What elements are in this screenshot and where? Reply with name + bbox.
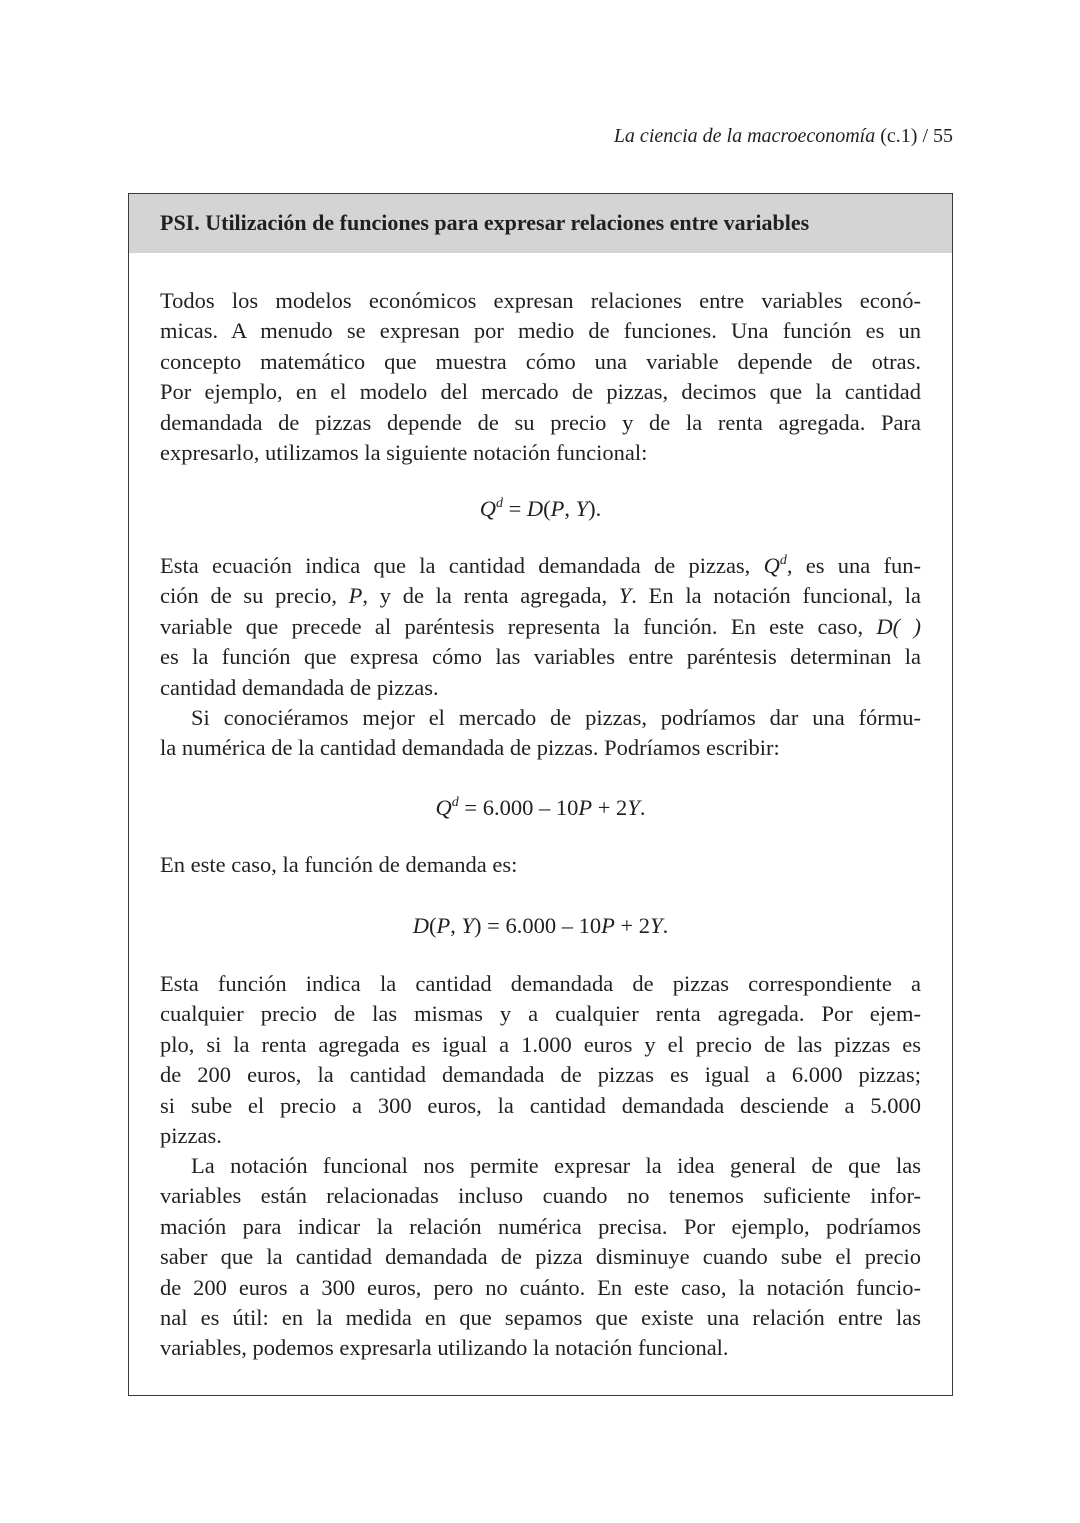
superscript: d bbox=[495, 496, 503, 511]
text-run: variables, podemos expresarla utilizando la notación funcional. bbox=[160, 1335, 729, 1361]
text-run: = 6.000 – 10 bbox=[458, 795, 579, 820]
equation bbox=[160, 795, 921, 821]
text-run: + 2 bbox=[614, 913, 651, 938]
text-run: Si conociéramos mejor el mercado de pizzas, podríamos dar una fórmu- bbox=[191, 705, 921, 730]
paragraph bbox=[160, 703, 921, 764]
text-run: ción de su precio, bbox=[160, 583, 349, 609]
text-run: ). bbox=[588, 496, 602, 521]
text-run: de 200 euros a 300 euros, pero no cuánto. En este caso, la notación funcio- bbox=[160, 1274, 921, 1300]
text-line bbox=[160, 850, 921, 880]
text-line bbox=[160, 733, 921, 763]
text-run: la numérica de la cantidad demandada de pizzas. Podríamos escribir: bbox=[160, 735, 780, 761]
text-line bbox=[160, 1151, 921, 1181]
equation bbox=[160, 496, 921, 522]
text-line bbox=[160, 316, 921, 346]
paragraph bbox=[160, 286, 921, 468]
text-line bbox=[160, 1060, 921, 1090]
superscript: d bbox=[779, 553, 787, 568]
text-run: , y de la renta agregada, bbox=[362, 583, 619, 609]
text-run: La notación funcional nos permite expresar la idea general de que las bbox=[191, 1153, 921, 1178]
text-run: mación para indicar la relación numérica precisa. Por ejemplo, podríamos bbox=[160, 1213, 921, 1239]
text-line bbox=[160, 347, 921, 377]
text-run: Y bbox=[650, 913, 663, 938]
text-line bbox=[160, 969, 921, 999]
text-run: saber que la cantidad demandada de pizza disminuye cuando sube el precio bbox=[160, 1244, 921, 1270]
text-line bbox=[160, 1212, 921, 1242]
text-run: , es una fun- bbox=[786, 553, 922, 578]
text-line bbox=[160, 1242, 921, 1272]
text-run: , bbox=[450, 913, 462, 938]
text-run: ( bbox=[543, 496, 551, 521]
text-run: Por ejemplo, en el modelo del mercado de pizzas, decimos que la cantidad bbox=[160, 379, 921, 405]
text-run: de 200 euros, la cantidad demandada de pizzas es igual a 6.000 pizzas; bbox=[160, 1062, 921, 1088]
box-title: PSI. Utilización de funciones para expresar relaciones entre variables bbox=[160, 210, 810, 235]
text-line bbox=[160, 673, 921, 703]
equation bbox=[160, 913, 921, 939]
text-run: cantidad demandada de pizzas. bbox=[160, 674, 439, 700]
text-run: Y bbox=[461, 913, 475, 938]
text-line bbox=[160, 581, 921, 611]
text-run: concepto matemático que muestra cómo una variable depende de otras. bbox=[160, 348, 921, 374]
text-run: En este caso, la función de demanda es: bbox=[160, 852, 518, 877]
text-run: Q bbox=[479, 496, 496, 521]
text-run: + 2 bbox=[592, 795, 628, 820]
text-run: Q bbox=[435, 795, 452, 820]
text-run: D( ) bbox=[876, 613, 921, 639]
text-line bbox=[160, 999, 921, 1029]
text-line bbox=[160, 1091, 921, 1121]
text-run: es la función que expresa cómo las variables entre paréntesis determinan la bbox=[160, 644, 921, 670]
paragraph bbox=[160, 850, 921, 880]
text-run: demandada de pizzas depende de su precio y de la renta agregada. Para bbox=[160, 409, 921, 435]
text-run: P bbox=[578, 795, 593, 820]
text-line bbox=[160, 1303, 921, 1333]
running-head-title: La ciencia de la macroeconomía bbox=[613, 125, 876, 147]
text-run: . bbox=[639, 795, 646, 820]
text-run: Y bbox=[627, 795, 640, 820]
text-run: plo, si la renta agregada es igual a 1.000 euros y el precio de las pizzas es bbox=[160, 1031, 921, 1057]
text-run: = bbox=[502, 496, 527, 521]
text-run: Y bbox=[575, 496, 589, 521]
text-run: P bbox=[601, 913, 615, 938]
text-run: D bbox=[412, 913, 430, 938]
text-line bbox=[160, 1030, 921, 1060]
text-line bbox=[160, 377, 921, 407]
box-header bbox=[129, 194, 952, 253]
text-line bbox=[160, 642, 921, 672]
text-run: nal es útil: en la medida en que sepamos que existe una relación entre las bbox=[160, 1304, 921, 1330]
text-run: . En la notación funcional, la bbox=[631, 583, 921, 609]
text-run: Esta ecuación indica que la cantidad demandada de pizzas, bbox=[160, 553, 764, 578]
text-line bbox=[160, 438, 921, 468]
text-run: variable que precede al paréntesis representa la función. En este caso, bbox=[160, 613, 877, 639]
text-run: expresarlo, utilizamos la siguiente notación funcional: bbox=[160, 439, 648, 465]
text-run: , bbox=[564, 496, 576, 521]
text-run: . bbox=[662, 913, 669, 938]
paragraph bbox=[160, 1151, 921, 1364]
text-line bbox=[160, 1333, 921, 1363]
text-run: Y bbox=[618, 583, 632, 609]
text-line bbox=[160, 551, 921, 581]
text-run: Todos los modelos económicos expresan relaciones entre variables econó- bbox=[160, 288, 921, 313]
running-head-separator: / bbox=[922, 125, 928, 147]
text-line bbox=[160, 1121, 921, 1151]
paragraph bbox=[160, 551, 921, 703]
text-run: P bbox=[550, 496, 565, 521]
text-run: pizzas. bbox=[160, 1122, 222, 1148]
page-number: 55 bbox=[933, 125, 953, 147]
text-run: ) = 6.000 – 10 bbox=[474, 913, 602, 938]
text-run: Esta función indica la cantidad demandada de pizzas correspondiente a bbox=[160, 971, 921, 996]
text-run: ( bbox=[429, 913, 437, 938]
text-run: micas. A menudo se expresan por medio de funciones. Una función es un bbox=[160, 318, 921, 344]
text-line bbox=[160, 1181, 921, 1211]
text-run: P bbox=[348, 583, 363, 609]
text-run: variables están relacionadas incluso cuando no tenemos suficiente infor- bbox=[160, 1183, 921, 1209]
paragraph bbox=[160, 969, 921, 1151]
text-line bbox=[160, 286, 921, 316]
text-line bbox=[160, 1273, 921, 1303]
text-run: cualquier precio de las mismas y a cualquier renta agregada. Por ejem- bbox=[160, 1001, 921, 1027]
running-head-chapter: (c.1) bbox=[880, 125, 918, 147]
text-run: si sube el precio a 300 euros, la cantidad demandada desciende a 5.000 bbox=[160, 1092, 921, 1118]
text-line bbox=[160, 703, 921, 733]
text-line bbox=[160, 408, 921, 438]
text-line bbox=[160, 612, 921, 642]
text-run: P bbox=[436, 913, 451, 938]
text-run: Q bbox=[763, 553, 780, 578]
text-run: D bbox=[526, 496, 544, 521]
running-head bbox=[614, 125, 953, 148]
superscript: d bbox=[451, 795, 459, 810]
